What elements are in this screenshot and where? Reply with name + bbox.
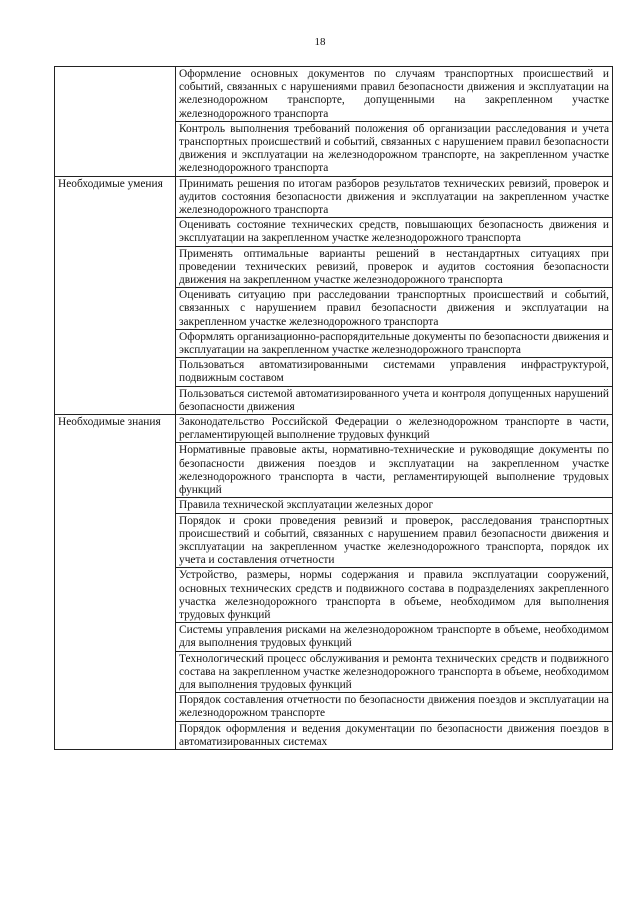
table-cell-item: Оформлять организационно-распорядительные документы по безопасности движения и эксплуатации на закрепленном участке железнодорожного транспорта [176, 329, 613, 357]
table-cell-item: Устройство, размеры, нормы содержания и правила эксплуатации сооружений, основных технических средств и подвижного состава в подразделениях закрепленного участка железнодорожного транспорта в объеме, необходимом для выполнения трудовых функций [176, 568, 613, 623]
table-cell-item: Контроль выполнения требований положения об организации расследования и учета транспортных происшествий и событий, связанных с нарушением правил безопасности движения и эксплуатации на железнодорожном транспорте, на закрепленном участке железнодорожного транспорта [176, 121, 613, 176]
table-row [55, 415, 613, 443]
table-row [55, 67, 613, 122]
table-cell-item: Нормативные правовые акты, нормативно-технические и руководящие документы по безопасности движения поездов и эксплуатации на закрепленном участке железнодорожного транспорта в части, регламентирующей выполнение трудовых функций [176, 443, 613, 498]
table-cell-item: Порядок оформления и ведения документации по безопасности движения поездов в автоматизированных системах [176, 721, 613, 749]
category-cell-continued [55, 67, 176, 177]
category-cell-skills: Необходимые умения [55, 176, 176, 414]
table-cell-item: Пользоваться системой автоматизированного учета и контроля допущенных нарушений безопасности движения [176, 386, 613, 414]
table-cell-item: Пользоваться автоматизированными системами управления инфраструктурой, подвижным составом [176, 358, 613, 386]
table-cell-item: Законодательство Российской Федерации о железнодорожном транспорте в части, регламентирующей выполнение трудовых функций [176, 415, 613, 443]
table-cell-item: Оценивать ситуацию при расследовании транспортных происшествий и событий, связанных с нарушением правил безопасности движения и эксплуатации на закрепленном участке железнодорожного транспорта [176, 288, 613, 330]
table-cell-item: Оценивать состояние технических средств, повышающих безопасность движения и эксплуатации на закрепленном участке железнодорожного транспорта [176, 218, 613, 246]
table-row [55, 176, 613, 218]
table-cell-item: Принимать решения по итогам разборов результатов технических ревизий, проверок и аудитов состояния безопасности движения и эксплуатации на закрепленном участке железнодорожного транспорта [176, 176, 613, 218]
table-cell-item: Правила технической эксплуатации железных дорог [176, 498, 613, 513]
table-cell-item: Порядок составления отчетности по безопасности движения поездов и эксплуатации на железнодорожном транспорте [176, 693, 613, 721]
table-cell-item: Системы управления рисками на железнодорожном транспорте в объеме, необходимом для выполнения трудовых функций [176, 623, 613, 651]
category-cell-knowledge: Необходимые знания [55, 415, 176, 750]
requirements-table-body [55, 67, 613, 750]
table-cell-item: Технологический процесс обслуживания и ремонта технических средств и подвижного состава на закрепленном участке железнодорожного транспорта в объеме, необходимом для выполнения трудовых функций [176, 651, 613, 693]
table-cell-item: Оформление основных документов по случаям транспортных происшествий и событий, связанных с нарушениями правил безопасности движения и эксплуатации на железнодорожном транспорте, допущенными на закрепленном участке железнодорожного транспорта [176, 67, 613, 122]
page-number: 18 [314, 36, 326, 48]
requirements-table [54, 66, 613, 750]
table-cell-item: Порядок и сроки проведения ревизий и проверок, расследования транспортных происшествий и событий, связанных с нарушением правил безопасности движения и эксплуатации на закрепленном участке железнодорожного транспорта, порядок их учета и составления отчетности [176, 513, 613, 568]
table-cell-item: Применять оптимальные варианты решений в нестандартных ситуациях при проведении технических ревизий, проверок и аудитов состояния безопасности движения на закрепленном участке железнодорожного транспорта [176, 246, 613, 288]
